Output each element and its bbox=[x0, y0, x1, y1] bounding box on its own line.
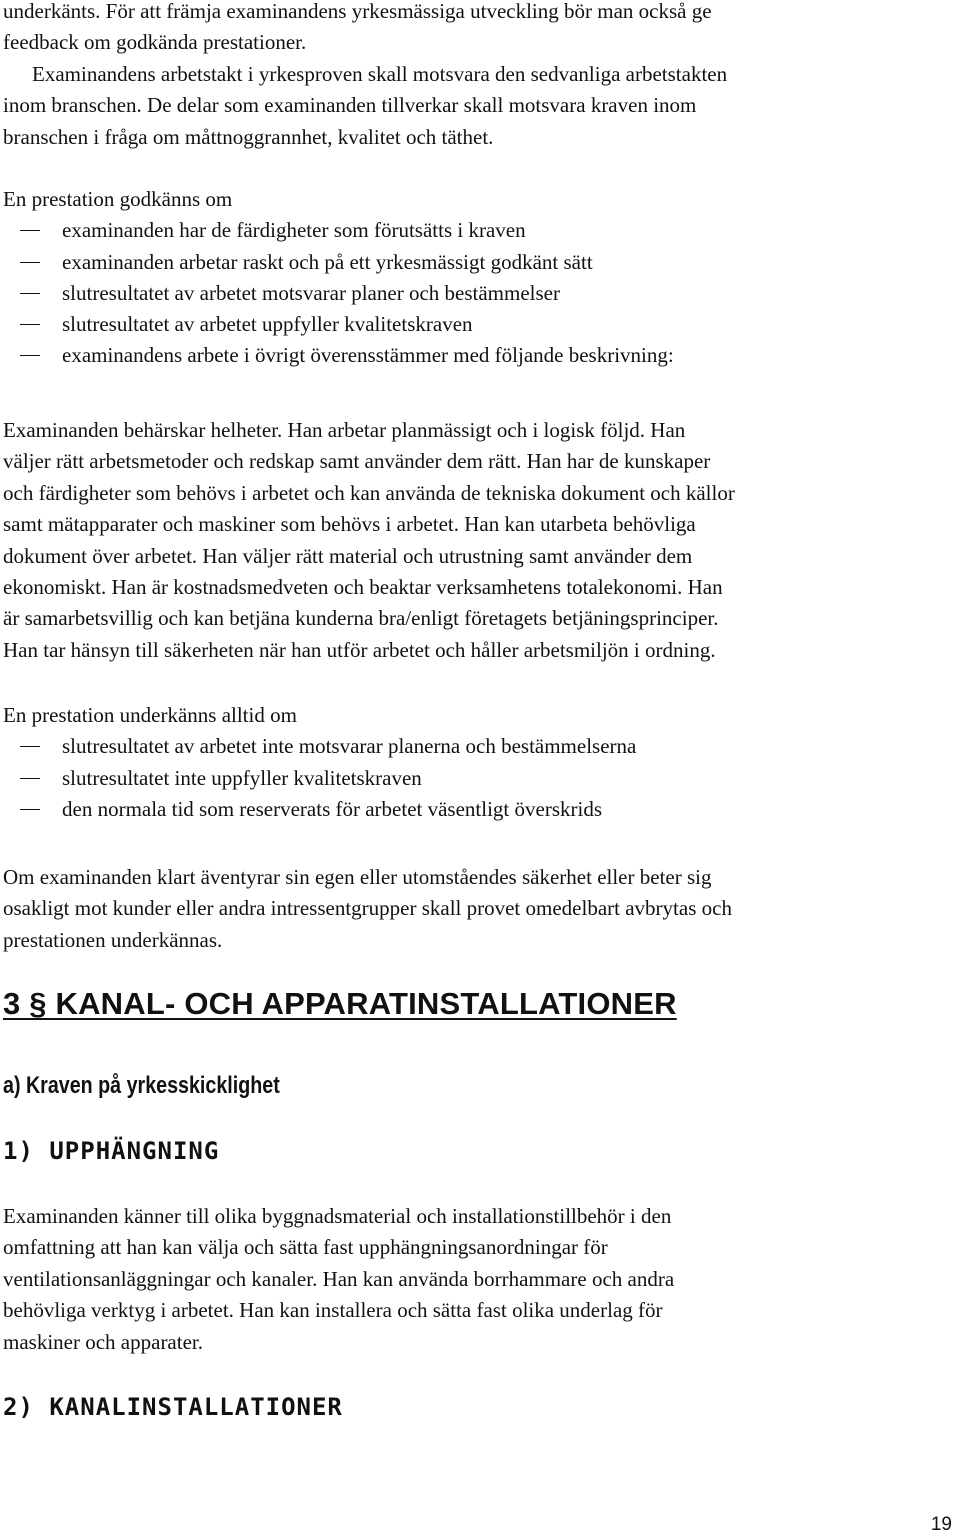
list-item: slutresultatet inte uppfyller kvalitetskraven bbox=[3, 763, 636, 794]
sub-heading: a) Kraven på yrkesskicklighet bbox=[3, 1072, 280, 1099]
paragraph-line: underkänts. För att främja examinandens yrkesmässiga utveckling bör man också ge bbox=[3, 0, 712, 23]
paragraph-line: väljer rätt arbetsmetoder och redskap samt använder dem rätt. Han har de kunskaper bbox=[3, 449, 711, 474]
list-item: slutresultatet av arbetet inte motsvarar planerna och bestämmelserna bbox=[3, 731, 636, 762]
intro-paragraph bbox=[3, 0, 727, 153]
dash-bullet-icon bbox=[20, 355, 40, 356]
dash-bullet-icon bbox=[20, 324, 40, 325]
description-paragraph bbox=[3, 415, 735, 666]
list-item: slutresultatet av arbetet motsvarar planer och bestämmelser bbox=[3, 278, 674, 309]
paragraph-line: Examinandens arbetstakt i yrkesproven skall motsvara den sedvanliga arbetstakten bbox=[32, 61, 728, 86]
dash-bullet-icon bbox=[20, 230, 40, 231]
paragraph-line: ventilationsanläggningar och kanaler. Han kan använda borrhammare och andra bbox=[3, 1266, 675, 1291]
paragraph-line: ekonomiskt. Han är kostnadsmedveten och beaktar verksamhetens totalekonomi. Han bbox=[3, 575, 723, 600]
paragraph-line: är samarbetsvillig och kan betjäna kunderna bra/enligt företagets betjäningsprinciper. bbox=[3, 606, 719, 631]
safety-paragraph bbox=[3, 862, 732, 956]
rejection-list bbox=[3, 731, 636, 825]
dash-bullet-icon bbox=[20, 293, 40, 294]
rejection-criteria bbox=[3, 700, 636, 825]
part2-heading: 2) KANALINSTALLATIONER bbox=[3, 1393, 343, 1421]
approval-criteria bbox=[3, 184, 674, 371]
paragraph-line: feedback om godkända prestationer. bbox=[3, 30, 307, 55]
paragraph-line: omfattning att han kan välja och sätta fast upphängningsanordningar för bbox=[3, 1235, 608, 1260]
paragraph-line: Examinanden behärskar helheter. Han arbetar planmässigt och i logisk följd. Han bbox=[3, 418, 686, 442]
paragraph-line: branschen i fråga om måttnoggrannhet, kvalitet och täthet. bbox=[3, 124, 494, 149]
list-item: examinandens arbete i övrigt överensstämmer med följande beskrivning: bbox=[3, 340, 674, 371]
part1-paragraph bbox=[3, 1201, 674, 1358]
page-number: 19 bbox=[930, 1514, 952, 1535]
paragraph-line: samt mätapparater och maskiner som behövs i arbetet. Han kan utarbeta behövliga bbox=[3, 512, 696, 537]
dash-bullet-icon bbox=[20, 746, 40, 747]
dash-bullet-icon bbox=[20, 262, 40, 263]
dash-bullet-icon bbox=[20, 809, 40, 810]
paragraph-line: osakligt mot kunder eller andra intressentgrupper skall provet omedelbart avbrytas och bbox=[3, 896, 732, 921]
paragraph-line: Han tar hänsyn till säkerheten när han utför arbetet och håller arbetsmiljön i ordning. bbox=[3, 637, 716, 662]
paragraph-line: och färdigheter som behövs i arbetet och kan använda de tekniska dokument och källor bbox=[3, 480, 735, 505]
part1-heading: 1) UPPHÄNGNING bbox=[3, 1137, 220, 1165]
approval-list bbox=[3, 215, 674, 371]
dash-bullet-icon bbox=[20, 778, 40, 779]
paragraph-line: dokument över arbetet. Han väljer rätt material och utrustning samt använder dem bbox=[3, 543, 693, 568]
paragraph-line: prestationen underkännas. bbox=[3, 927, 223, 952]
paragraph-line: inom branschen. De delar som examinanden tillverkar skall motsvara kraven inom bbox=[3, 93, 697, 118]
rejection-intro: En prestation underkänns alltid om bbox=[3, 703, 297, 727]
paragraph-line: Om examinanden klart äventyrar sin egen eller utomståendes säkerhet eller beter sig bbox=[3, 865, 712, 889]
list-item: examinanden har de färdigheter som förutsätts i kraven bbox=[3, 215, 674, 246]
list-item: slutresultatet av arbetet uppfyller kvalitetskraven bbox=[3, 309, 674, 340]
paragraph-line: maskiner och apparater. bbox=[3, 1329, 203, 1354]
paragraph-line: behövliga verktyg i arbetet. Han kan installera och sätta fast olika underlag för bbox=[3, 1298, 663, 1323]
list-item: examinanden arbetar raskt och på ett yrkesmässigt godkänt sätt bbox=[3, 247, 674, 278]
paragraph-line: Examinanden känner till olika byggnadsmaterial och installationstillbehör i den bbox=[3, 1204, 672, 1228]
list-item: den normala tid som reserverats för arbetet väsentligt överskrids bbox=[3, 794, 636, 825]
approval-intro: En prestation godkänns om bbox=[3, 187, 233, 211]
section-heading: 3 § KANAL- OCH APPARATINSTALLATIONER bbox=[3, 986, 677, 1021]
